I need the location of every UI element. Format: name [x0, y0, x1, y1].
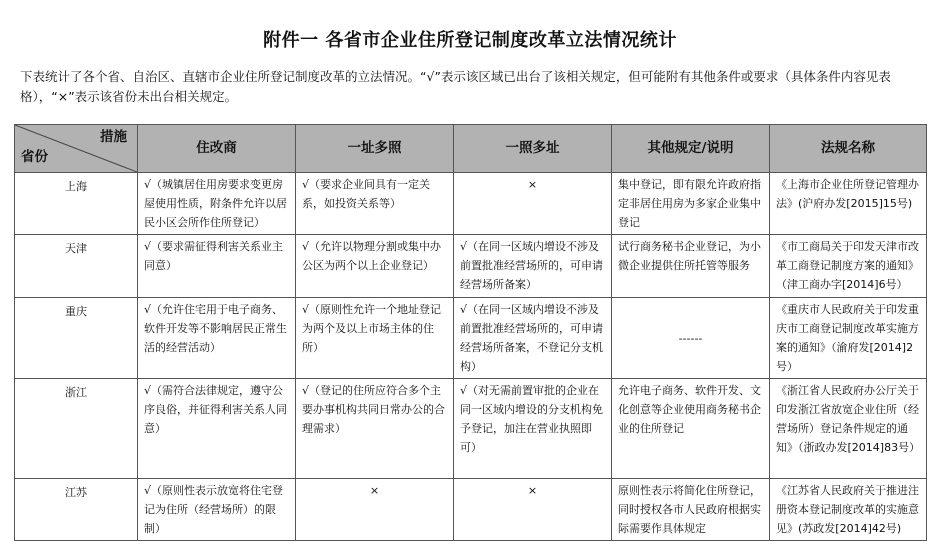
table-cell: √（在同一区域内增设不涉及前置批准经营场所的，可申请经营场所备案，不登记分支机构）	[454, 298, 612, 379]
table-cell: 试行商务秘书企业登记，为小微企业提供住所托管等服务	[612, 235, 770, 298]
table-cell: 《江苏省人民政府关于推进注册资本登记制度改革的实施意见》(苏政发[2014]42号)	[770, 479, 927, 541]
column-header-regulation-name: 法规名称	[770, 125, 927, 173]
column-header-one-license-multiple-addresses: 一照多址	[454, 125, 612, 173]
table-cell: 《浙江省人民政府办公厅关于印发浙江省放宽企业住所（经营场所）登记条件规定的通知》（浙政办发[2014]83号）	[770, 379, 927, 479]
table-cell: √（要求需征得利害关系业主同意）	[138, 235, 296, 298]
corner-header-cell	[15, 125, 138, 173]
column-header-other-rules: 其他规定/说明	[612, 125, 770, 173]
table-cell: √（在同一区域内增设不涉及前置批准经营场所的，可申请经营场所备案）	[454, 235, 612, 298]
table-cell: √（要求企业间具有一定关系，如投资关系等）	[296, 173, 454, 235]
table-header-row	[15, 125, 927, 173]
table-cell: √（城镇居住用房要求变更房屋使用性质，附条件允许以居民小区会所作住所登记）	[138, 173, 296, 235]
table-cell: 允许电子商务、软件开发、文化创意等企业使用商务秘书企业的住所登记	[612, 379, 770, 479]
table-row	[15, 479, 927, 541]
table-cell: ×	[296, 479, 454, 541]
corner-label-measures: 措施	[100, 129, 127, 145]
table-cell: ×	[454, 173, 612, 235]
table-cell: 原则性表示将简化住所登记，同时授权各市人民政府根据实际需要作具体规定	[612, 479, 770, 541]
table-cell: √（允许以物理分割或集中办公区为两个以上企业登记）	[296, 235, 454, 298]
corner-label-province: 省份	[21, 149, 48, 165]
page-title: 附件一 各省市企业住所登记制度改革立法情况统计	[263, 30, 677, 51]
table-row	[15, 379, 927, 479]
table-cell: √（登记的住所应符合多个主要办事机构共同日常办公的合理需求）	[296, 379, 454, 479]
table-cell: √（原则性表示放宽将住宅登记为住所（经营场所）的限制）	[138, 479, 296, 541]
table-cell: ×	[454, 479, 612, 541]
table-cell: 《重庆市人民政府关于印发重庆市工商登记制度改革实施方案的通知》（渝府发[2014]2号）	[770, 298, 927, 379]
province-cell: 浙江	[15, 379, 138, 479]
province-cell: 上海	[15, 173, 138, 235]
table-cell: 集中登记，即有限允许政府指定非居住用房为多家企业集中登记	[612, 173, 770, 235]
province-cell: 江苏	[15, 479, 138, 541]
column-header-one-address-multiple-licenses: 一址多照	[296, 125, 454, 173]
column-header-residence-to-commercial: 住改商	[138, 125, 296, 173]
province-cell: 天津	[15, 235, 138, 298]
table-cell: 《上海市企业住所登记管理办法》(沪府办发[2015]15号)	[770, 173, 927, 235]
table-row	[15, 298, 927, 379]
legislation-table	[14, 124, 927, 541]
table-row	[15, 173, 927, 235]
table-row	[15, 235, 927, 298]
table-cell: 《市工商局关于印发天津市改革工商登记制度方案的通知》（津工商办字[2014]6号）	[770, 235, 927, 298]
table-cell: √（对无需前置审批的企业在同一区域内增设的分支机构免予登记，加注在营业执照即可）	[454, 379, 612, 479]
table-cell: ------	[612, 298, 770, 379]
table-cell: √（允许住宅用于电子商务、软件开发等不影响居民正常生活的经营活动）	[138, 298, 296, 379]
table-cell: √（原则性允许一个地址登记为两个及以上市场主体的住所）	[296, 298, 454, 379]
province-cell: 重庆	[15, 298, 138, 379]
intro-paragraph: 下表统计了各个省、自治区、直辖市企业住所登记制度改革的立法情况。“√”表示该区域已出台了该相关规定，但可能附有其他条件或要求（具体条件内容见表格），“×”表示该省份未出台相关规定。	[20, 69, 891, 104]
table-cell: √（需符合法律规定，遵守公序良俗，并征得利害关系人同意）	[138, 379, 296, 479]
